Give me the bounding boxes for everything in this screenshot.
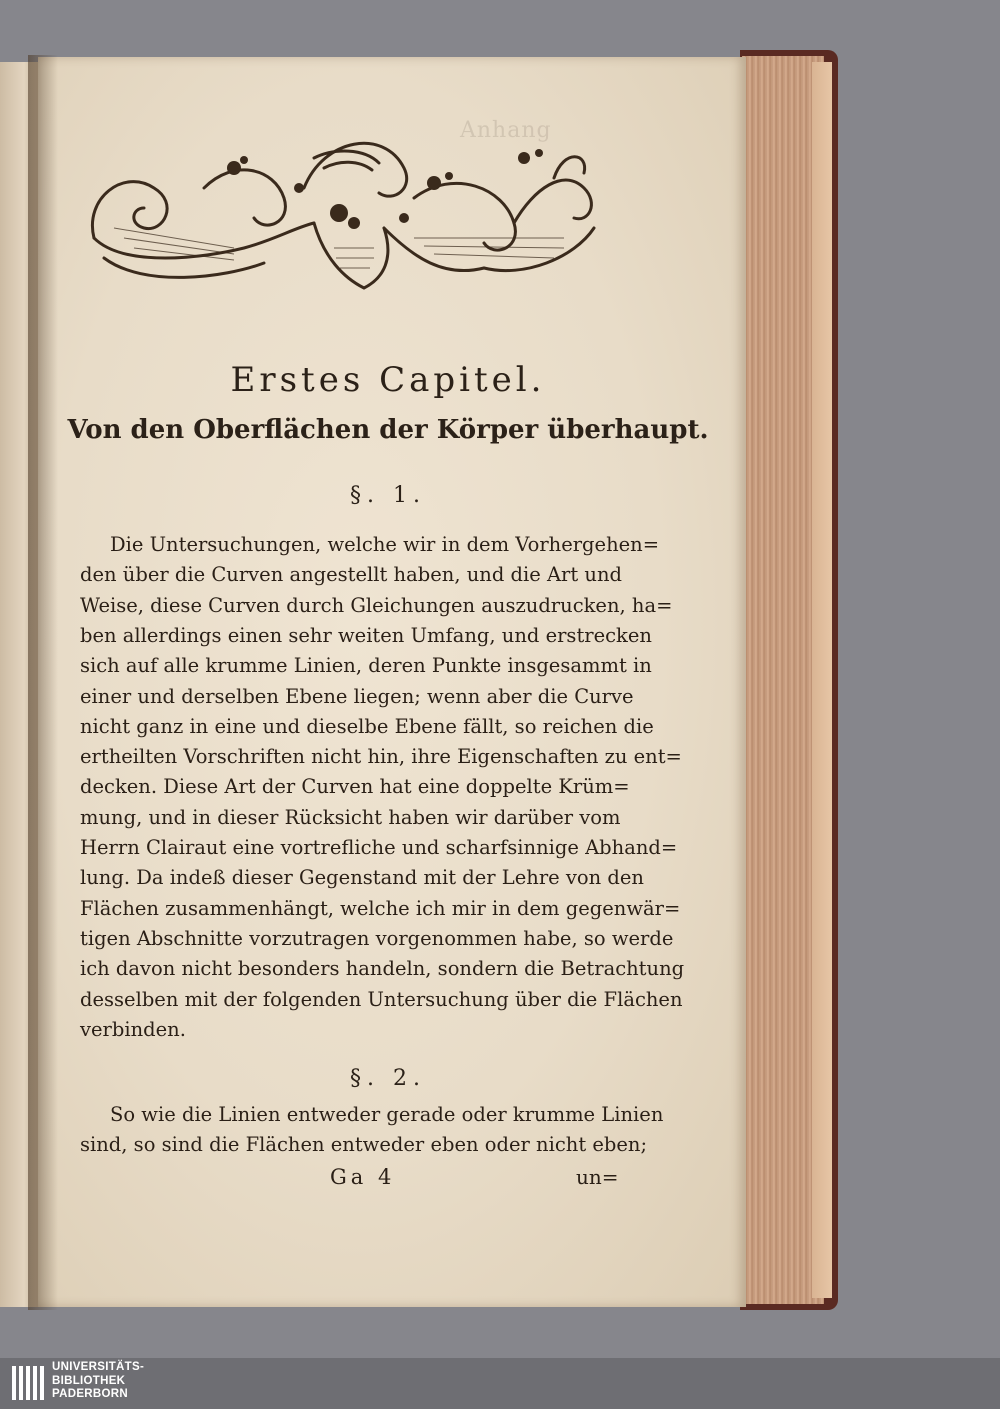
- text-line: tigen Abschnitte vorzutragen vorgenommen habe, so werde: [80, 926, 674, 950]
- text-line: lung. Da indeß dieser Gegenstand mit der Lehre von den: [80, 866, 644, 890]
- catchword: un=: [576, 1165, 619, 1189]
- logo-line-1: UNIVERSITÄTS-: [52, 1361, 145, 1373]
- signature-mark: Ga 4: [330, 1165, 396, 1189]
- chapter-title: Erstes Capitel.: [230, 360, 546, 400]
- chapter-subtitle: Von den Oberflächen der Körper überhaupt.: [67, 415, 709, 445]
- text-line: ben allerdings einen sehr weiten Umfang, und erstrecken: [80, 623, 652, 647]
- library-logo-text: [52, 1361, 144, 1402]
- section-mark-2: §. 2.: [350, 1066, 426, 1091]
- library-footer-bar: [0, 1358, 1000, 1409]
- gutter-shadow: [28, 55, 58, 1310]
- text-line: den über die Curven angestellt haben, und die Art und: [80, 563, 623, 587]
- text-line: Weise, diese Curven durch Gleichungen auszudrucken, ha=: [80, 593, 673, 617]
- library-logo-icon: [10, 1362, 46, 1404]
- text-line: Herrn Clairaut eine vortrefliche und scharfsinnige Abhand=: [80, 836, 678, 859]
- page-edges-highlight: [812, 62, 832, 1298]
- text-line: nicht ganz in eine und dieselbe Ebene fällt, so reichen die: [80, 714, 654, 738]
- rococo-ornament-headpiece: [84, 128, 604, 298]
- show-through-running-head: Anhang: [460, 118, 552, 143]
- logo-line-2: BIBLIOTHEK: [52, 1374, 126, 1387]
- text-line: desselben mit der folgenden Untersuchung über die Flächen: [80, 987, 683, 1011]
- text-line: mung, und in dieser Rücksicht haben wir darüber vom: [80, 805, 621, 829]
- text-line: einer und derselben Ebene liegen; wenn aber die Curve: [80, 684, 634, 708]
- text-line: Flächen zusammenhängt, welche ich mir in dem gegenwär=: [80, 896, 681, 920]
- logo-line-3: PADERBORN: [52, 1388, 128, 1400]
- text-line: sich auf alle krumme Linien, deren Punkte insgesammt in: [80, 654, 652, 678]
- text-line: ich davon nicht besonders handeln, sondern die Betrachtung: [80, 957, 685, 981]
- text-line: So wie die Linien entweder gerade oder krumme Linien: [110, 1103, 664, 1126]
- text-line: verbinden.: [80, 1017, 186, 1041]
- text-line: Die Untersuchungen, welche wir in dem Vorhergehen=: [110, 533, 660, 556]
- text-line: decken. Diese Art der Curven hat eine doppelte Krüm=: [80, 775, 630, 799]
- text-line: sind, so sind die Flächen entweder eben oder nicht eben;: [80, 1133, 648, 1157]
- section-mark-1: §. 1.: [350, 483, 426, 508]
- text-line: ertheilten Vorschriften nicht hin, ihre Eigenschaften zu ent=: [80, 745, 682, 769]
